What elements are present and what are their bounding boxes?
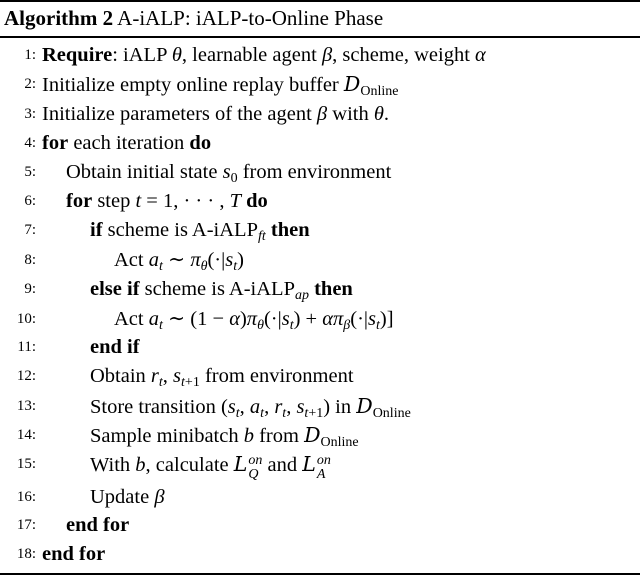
line-number: 7: [24,222,36,238]
line-code: else if scheme is A-iALP$_{ap}$ then [90,278,353,303]
line-code: Sample minibatch b from $D_{Online}$ [90,423,359,450]
line-number: 16: [16,489,36,505]
line-number: 11: [17,339,36,355]
line-code: Obtain initial state $s_0$ from environment [66,161,392,186]
line-code: if scheme is A-iALP$_{ft}$ then [90,219,310,244]
caption-title: A-iALP: iALP-to-Online Phase [117,6,384,30]
caption-label: Algorithm 2 [4,6,114,30]
line-code: Initialize empty online replay buffer $D_{Online}$ [42,72,399,99]
line-code: Update β [90,486,165,508]
line-number: 8: [24,252,36,268]
line-number: 3: [24,106,36,122]
top-rule [0,0,640,2]
line-number: 13: [16,398,36,414]
line-number: 12: [16,368,36,384]
line-code: Store transition ($s_t$, $a_t$, $r_t$, $s_{t+1}$) in $D_{Online}$ [90,394,411,421]
line-number: 17: [16,517,36,533]
line-number: 1: [24,47,36,63]
line-code: Obtain $r_t$, $s_{t+1}$ from environment [90,365,354,390]
line-number: 10: [16,311,36,327]
line-number: 4: [24,135,36,151]
line-number: 9: [24,281,36,297]
line-code: for step t = 1, · · · , T do [66,190,268,212]
line-code: Act $a_t$ ∼ $\pi_\theta(\cdot|s_t)$ [114,249,244,274]
line-code: for each iteration do [42,132,212,154]
line-number: 14: [16,427,36,443]
line-number: 2: [24,76,36,92]
line-code: With b, calculate L on Q and L on A [90,452,331,482]
algorithm-caption [4,6,383,30]
line-code: Initialize parameters of the agent β with θ. [42,103,390,125]
line-code: end for [66,514,130,536]
caption-rule [0,36,640,38]
line-code: end if [90,336,140,358]
line-number: 6: [24,193,36,209]
line-code: Require: iALP θ, learnable agent β, scheme, weight α [42,44,486,66]
line-number: 5: [24,164,36,180]
line-code: Act $a_t$ ∼ $(1 - \alpha)\pi_\theta(\cdot|s_t) + \alpha\pi_\beta(\cdot|s_t)$] [114,308,394,333]
line-code: end for [42,543,106,565]
line-number: 18: [16,546,36,562]
line-number: 15: [16,456,36,472]
